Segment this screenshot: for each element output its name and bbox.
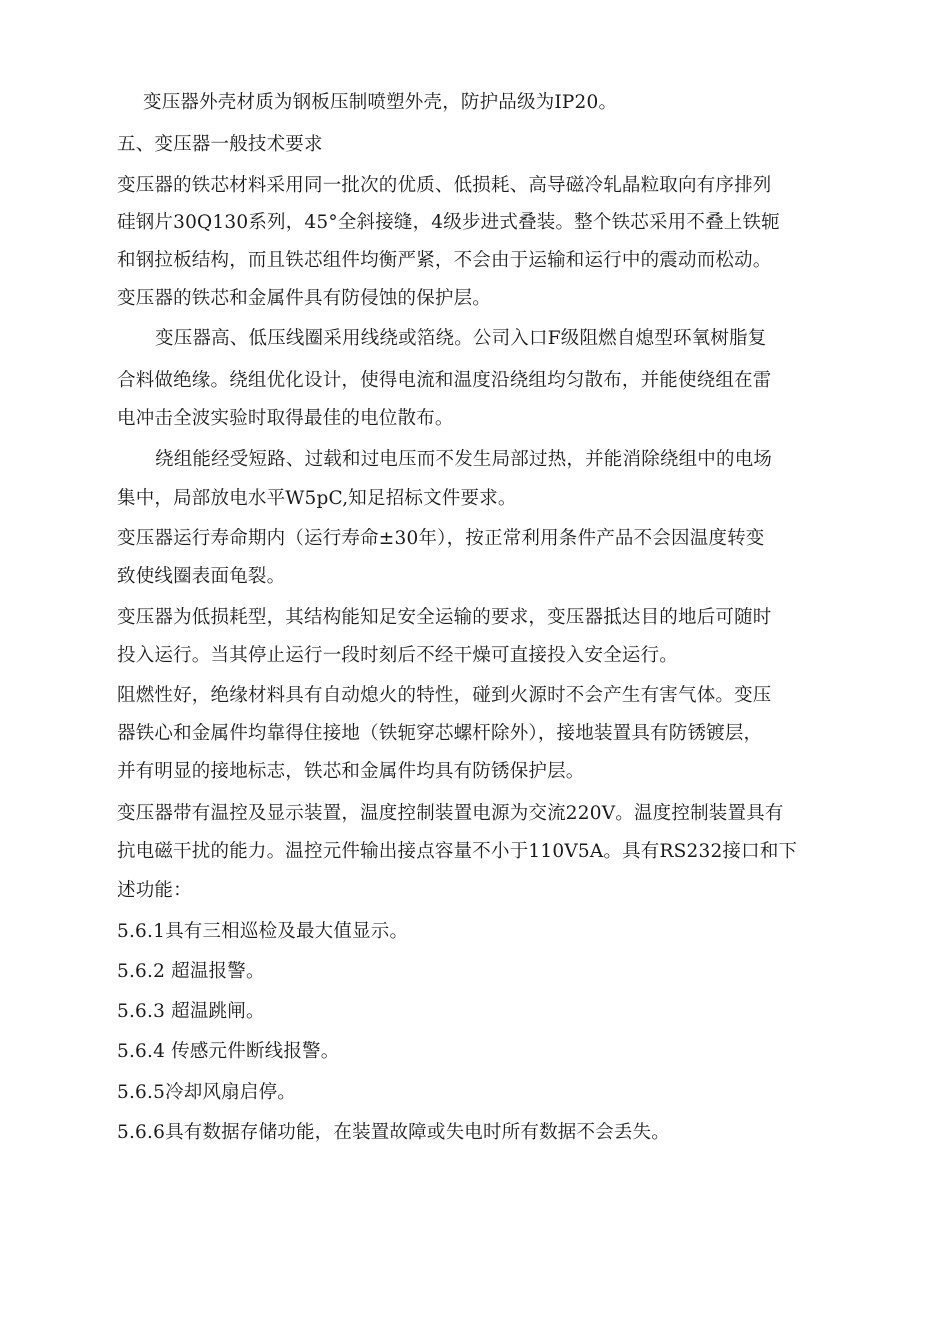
list-item: 5.6.1具有三相巡检及最大值显示。 — [117, 921, 409, 942]
paragraph-line: 合料做绝缘。绕组优化设计，使得电流和温度沿绕组均匀散布，并能使绕组在雷 — [117, 370, 772, 391]
paragraph-line: 变压器的铁芯和金属件具有防侵蚀的保护层。 — [117, 288, 492, 309]
paragraph-line: 和钢拉板结构，而且铁芯组件均衡严紧，不会由于运输和运行中的震动而松动。 — [117, 250, 772, 271]
paragraph-line: 绕组能经受短路、过载和过电压而不发生局部过热，并能消除绕组中的电场 — [155, 449, 773, 470]
paragraph-line: 变压器外壳材质为钢板压制喷塑外壳，防护品级为IP20。 — [143, 92, 618, 113]
paragraph-line: 器铁心和金属件均靠得住接地（铁轭穿芯螺杆除外），接地装置具有防锈镀层， — [117, 723, 763, 744]
paragraph-line: 硅钢片30Q130系列，45°全斜接缝，4级步进式叠装。整个铁芯采用不叠上铁轭 — [117, 212, 780, 233]
section-heading: 五、变压器一般技术要求 — [117, 134, 323, 155]
paragraph-line: 电冲击全波实验时取得最佳的电位散布。 — [117, 408, 454, 429]
paragraph-line: 投入运行。当其停止运行一段时刻后不经干燥可直接投入安全运行。 — [117, 645, 679, 666]
paragraph-line: 致使线圈表面龟裂。 — [117, 566, 286, 587]
paragraph-line: 述功能： — [117, 880, 192, 901]
paragraph-line: 变压器运行寿命期内（运行寿命±30年），按正常利用条件产品不会因温度转变 — [117, 528, 765, 549]
list-item: 5.6.3 超温跳闸。 — [117, 1001, 265, 1022]
list-item: 5.6.4 传感元件断线报警。 — [117, 1041, 340, 1062]
paragraph-line: 并有明显的接地标志，铁芯和金属件均具有防锈保护层。 — [117, 761, 585, 782]
paragraph-line: 抗电磁干扰的能力。温控元件输出接点容量不小于110V5A。具有RS232接口和下 — [117, 841, 798, 862]
list-item: 5.6.5冷却风扇启停。 — [117, 1082, 296, 1103]
paragraph-line: 变压器带有温控及显示装置，温度控制装置电源为交流220V。温度控制装置具有 — [117, 803, 784, 824]
paragraph-line: 变压器高、低压线圈采用线绕或箔绕。公司入口F级阻燃自熄型环氧树脂复 — [155, 328, 767, 349]
paragraph-line: 集中，局部放电水平W5pC,知足招标文件要求。 — [117, 488, 517, 509]
list-item: 5.6.6具有数据存储功能，在装置故障或失电时所有数据不会丢失。 — [117, 1122, 670, 1143]
list-item: 5.6.2 超温报警。 — [117, 961, 265, 982]
paragraph-line: 变压器的铁芯材料采用同一批次的优质、低损耗、高导磁冷轧晶粒取向有序排列 — [117, 175, 772, 196]
paragraph-line: 阻燃性好，绝缘材料具有自动熄火的特性，碰到火源时不会产生有害气体。变压 — [117, 685, 772, 706]
paragraph-line: 变压器为低损耗型，其结构能知足安全运输的要求，变压器抵达目的地后可随时 — [117, 607, 772, 628]
